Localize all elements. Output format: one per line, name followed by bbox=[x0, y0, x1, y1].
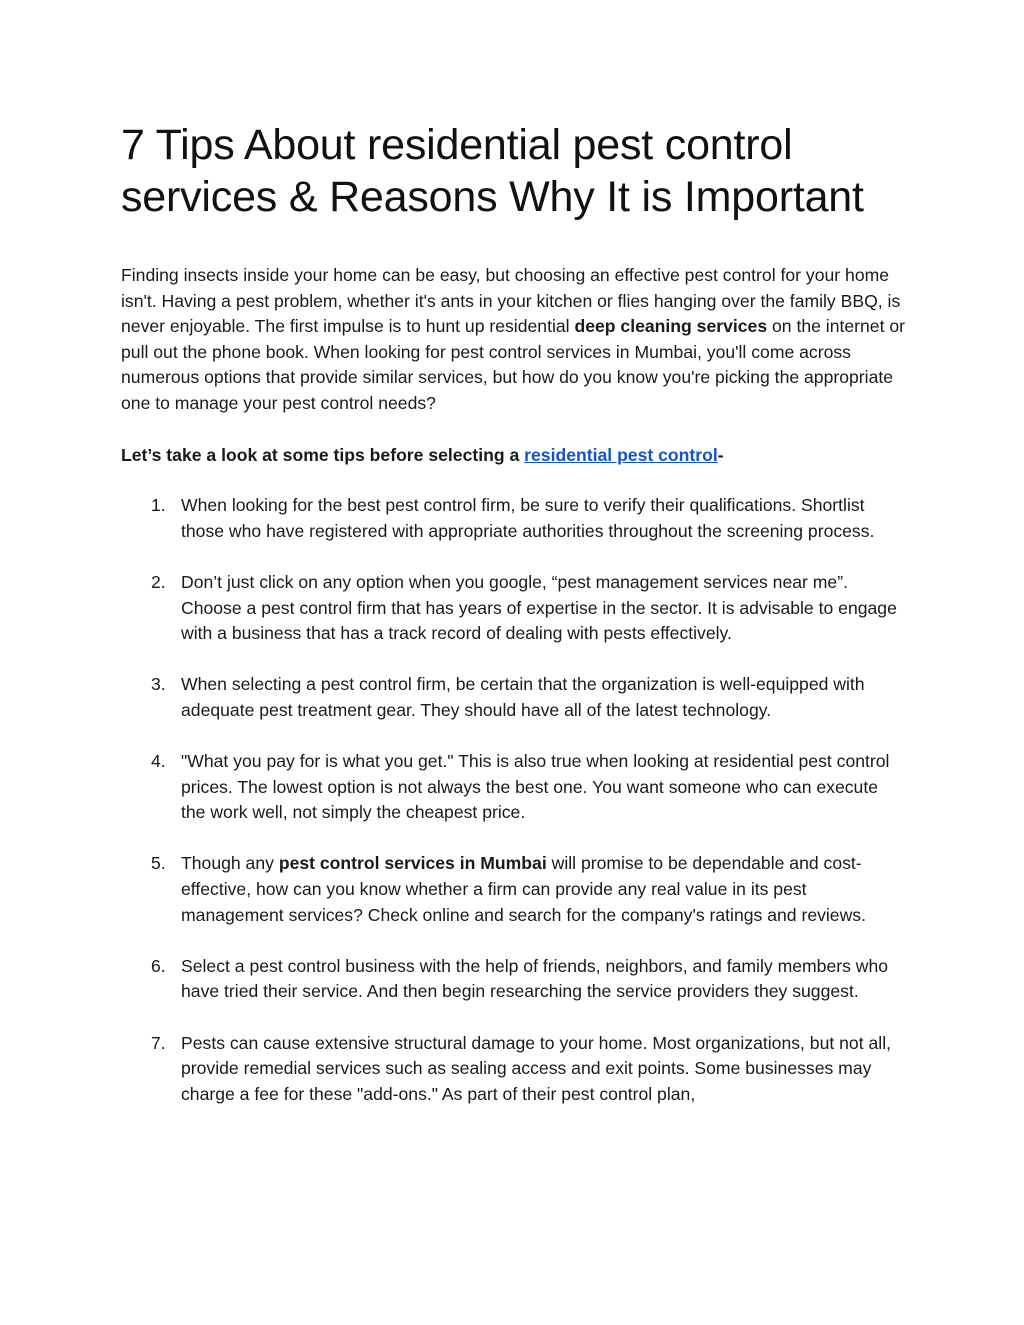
tip-number: 2. bbox=[151, 571, 166, 592]
tip-text: When selecting a pest control firm, be certain that the organization is well-equipped with adequate pest treatment gear. They should have all of the latest technology. bbox=[181, 674, 865, 720]
residential-pest-control-link[interactable]: residential pest control bbox=[524, 444, 718, 465]
tip-text-before: Though any bbox=[181, 853, 279, 874]
tip-text: Don’t just click on any option when you google, “pest management services near me”. Choose a pest control firm that has years of expertise in the sector. It is advisable to engage with a business that has a track record of dealing with pests effectively. bbox=[181, 571, 897, 644]
tips-list bbox=[121, 493, 906, 1107]
tip-number: 4. bbox=[151, 751, 166, 772]
tip-number: 6. bbox=[151, 955, 166, 976]
tip-number: 1. bbox=[151, 495, 166, 516]
tip-number: 3. bbox=[151, 674, 166, 695]
tip-text: When looking for the best pest control firm, be sure to verify their qualifications. Shortlist those who have registered with appropriate authorities throughout the screening process. bbox=[181, 495, 875, 541]
tip-text: Pests can cause extensive structural damage to your home. Most organizations, but not all, provide remedial services such as sealing access and exit points. Some businesses may charge a fee for these "add-ons." As part of their pest control plan, bbox=[181, 1032, 891, 1104]
tip-text bbox=[181, 853, 866, 924]
tip-item-3 bbox=[121, 672, 906, 723]
tip-item-1 bbox=[121, 493, 906, 544]
document-title: 7 Tips About residential pest control services & Reasons Why It is Important bbox=[121, 121, 864, 221]
intro-text-part2: on the internet or pull out the phone book. When looking for pest control services in Mumbai, you'll come across numerous options that provide similar services, but how do you know you're picking the appropriate one to manage your pest control needs? bbox=[121, 316, 906, 413]
tip-item-5 bbox=[121, 851, 906, 928]
tip-text-after: will promise to be dependable and cost-effective, how can you know whether a firm can provide any real value in its pest management services? Check online and search for the company's ratings and reviews. bbox=[181, 853, 866, 925]
tip-number: 7. bbox=[151, 1032, 166, 1053]
tips-heading-prefix: Let’s take a look at some tips before selecting a bbox=[121, 444, 525, 465]
tip-number: 5. bbox=[151, 853, 166, 874]
tip-item-2 bbox=[121, 570, 906, 647]
intro-bold-deep-cleaning: deep cleaning services bbox=[574, 316, 768, 337]
intro-text-part1: Finding insects inside your home can be easy, but choosing an effective pest control for your home isn't. Having a pest problem, whether it's ants in your kitchen or flies hanging over the family BBQ, is never enjoyable. The first impulse is to hunt up residential bbox=[121, 265, 901, 337]
tip-item-7 bbox=[121, 1031, 906, 1108]
tip-text: "What you pay for is what you get." This is also true when looking at residential pest control prices. The lowest option is not always the best one. You want someone who can execute the work well, not simply the cheapest price. bbox=[181, 751, 890, 823]
intro-paragraph bbox=[121, 263, 906, 417]
tips-heading bbox=[121, 443, 906, 469]
tips-heading-suffix: - bbox=[717, 444, 724, 465]
tip-text: Select a pest control business with the help of friends, neighbors, and family members who have tried their service. And then begin researching the service providers they suggest. bbox=[181, 955, 889, 1002]
document-page bbox=[121, 119, 906, 1133]
tip-item-6 bbox=[121, 954, 906, 1005]
tip-bold-pest-control-mumbai: pest control services in Mumbai bbox=[278, 853, 547, 874]
tip-item-4 bbox=[121, 749, 906, 826]
